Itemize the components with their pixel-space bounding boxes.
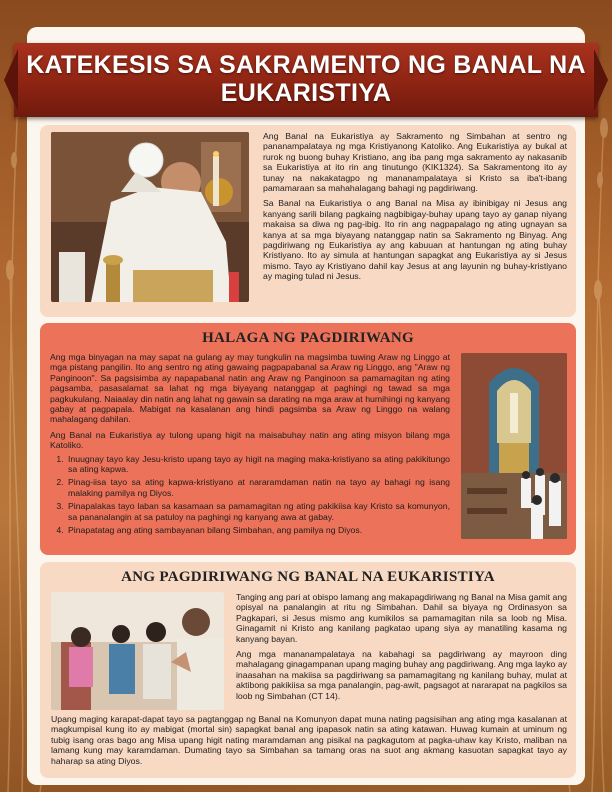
section-heading-pagdiriwang: ANG PAGDIRIWANG NG BANAL NA EUKARISTIYA	[121, 569, 495, 585]
page-title: KATEKESIS SA SAKRAMENTO NG BANAL NA EUKARISTIYA	[26, 51, 586, 107]
intro-panel	[40, 125, 576, 317]
celebration-paragraph: Upang maging karapat-dapat tayo sa pagtanggap ng Banal na Komunyon dapat muna nating pagsisihan ang ating mga kasalanan at magkumpisal kung ito ay mabigat (mortal sin) sapagkat banal ang ipapasok natin sa ating katawan. Huwag kumain at uminum ng tubig isang oras bago ang Misa upang higit nating maramdaman ang pisikal na pagkagutom at pagka-uhaw kay Kristo, maliban na lamang kung may karamdaman. Dumating tayo sa Simbahan sa tamang oras na suot ang akmang kasuotan sapagkat tayo ay haharap sa ating Diyos.	[51, 714, 567, 766]
priest-elevating-host-photo	[51, 132, 249, 302]
title-banner	[14, 43, 598, 117]
celebration-full-text	[51, 714, 567, 771]
church-interior-photo	[461, 353, 567, 539]
celebration-paragraph: Tanging ang pari at obispo lamang ang makapagdiriwang ng Banal na Misa gamit ang opisyal na panalangin at ritu ng Simbahan. Dahil sa biyaya ng Ordinasyon sa Pagkapari, si Jesus mismo ang kumikilos sa pamamagitan nila sa loob ng Misa. Ginagamit ni Kristo ang kanilang pagkatao upang siya ay manatiling kasama ng kanyang bayan.	[236, 592, 567, 644]
list-item: 3. Pinapalakas tayo laban sa kasamaan sa pamamagitan ng ating pakikiisa kay Kristo sa komunyon, sa pananalangin at sa patuloy na paghingi ng kanyang awa at gabay.	[66, 501, 450, 522]
section-heading-halaga: HALAGA NG PAGDIRIWANG	[202, 330, 414, 346]
intro-paragraph: Sa Banal na Eukaristiya o ang Banal na Misa ay ibinibigay ni Jesus ang kanyang sarili bilang pagkaing nagbibigay-buhay upang tayo ay ganap niyang makaisa sa diwa ng pag-ibig. Ito rin ang nagpapalago ng ating ugnayan sa kanya at sa mga biyayang natanggap natin sa Sakramento ng Binyag. Ang pagdiriwang ng Eukaristiya ay ang kabuuan at hantungan ng ating buhay Kristiyano. Ito ay simula at hantungan sapagkat ang Eukaristiya ay si Jesus mismo. Tayo ay Kristiyano dahil kay Jesus at ang layunin ng buhay-kristiyano ay maging tulad ni Jesus.	[263, 198, 567, 282]
intro-text	[263, 131, 567, 287]
list-item: 2. Pinag-iisa tayo sa ating kapwa-kristiyano at nararamdaman natin na tayo ay bahagi ng isang malaking pamilya ng Diyos.	[66, 477, 450, 498]
celebration-panel	[40, 562, 576, 778]
importance-paragraph: Ang mga binyagan na may sapat na gulang ay may tungkulin na magsimba tuwing Araw ng Linggo at mga pistang pangilin. Ito ang sentro ng ating gawaing pagpapabanal sa Araw ng Linggo, ang "Araw ng Panginoon". Sa pagsisimba ay napapabanal natin ang Araw ng Panginoon sa pamamagitan ng ating pagsamba, pasasalamat sa lahat ng mga biyayang natanggap at paghingi ng tawad sa mga pagkukulang. Naiaalay din natin ang lahat ng gawain sa darating na mga araw at humihingi ng kanyang gabay at pagpapala. Mabigat na kasalanan ang hindi pagsimba sa Araw ng Linggo na walang mahalagang dahilan.	[50, 352, 450, 425]
importance-paragraph: Ang Banal na Eukaristiya ay tulong upang higit na maisabuhay natin ang ating misyon bilang mga Katoliko.	[50, 429, 450, 451]
congregation-praying-photo	[51, 592, 224, 710]
celebration-paragraph: Ang mga mananampalataya na kabahagi sa pagdiriwang ay mayroon ding mahalagang ginagampanan upang maging buhay ang pagdiriwang. Ang mga layko ay inaasahan na makiisa sa pagdiriwang sa pamamagitang ng kanilang buhay, mulat at aktibong pakikiisa sa mga panalangin, pag-awit, pagsagot at nararapat na pagkilos sa loob ng Simbahan (CT 14).	[236, 649, 567, 701]
importance-panel	[40, 323, 576, 555]
celebration-side-text	[236, 592, 567, 706]
mission-list	[50, 454, 450, 536]
list-item: 4. Pinapatatag ang ating sambayanan bilang Simbahan, ang pamilya ng Diyos.	[66, 525, 450, 535]
intro-paragraph: Ang Banal na Eukaristiya ay Sakramento ng Simbahan at sentro ng pananampalataya ng mga Kristiyanong Katoliko. Ang Eukaristiya ay bukal at rurok ng buong buhay Kristiano, ang iba pang mga sakramento ay nakasanib sa Eukaristiya at ito rin ang tinutungo (KIK1324). Sa Sakramentong ito ay tunay na nakakatagpo ng mananampalataya si Kristo sa iba't-ibang pamamaraan sa mahahalagang bahagi ng pagdiriwang.	[263, 131, 567, 194]
importance-text	[50, 352, 450, 540]
list-item: 1. Inuugnay tayo kay Jesu-kristo upang tayo ay higit na maging maka-kristiyano sa ating pakikitungo sa ating kapwa.	[66, 454, 450, 475]
